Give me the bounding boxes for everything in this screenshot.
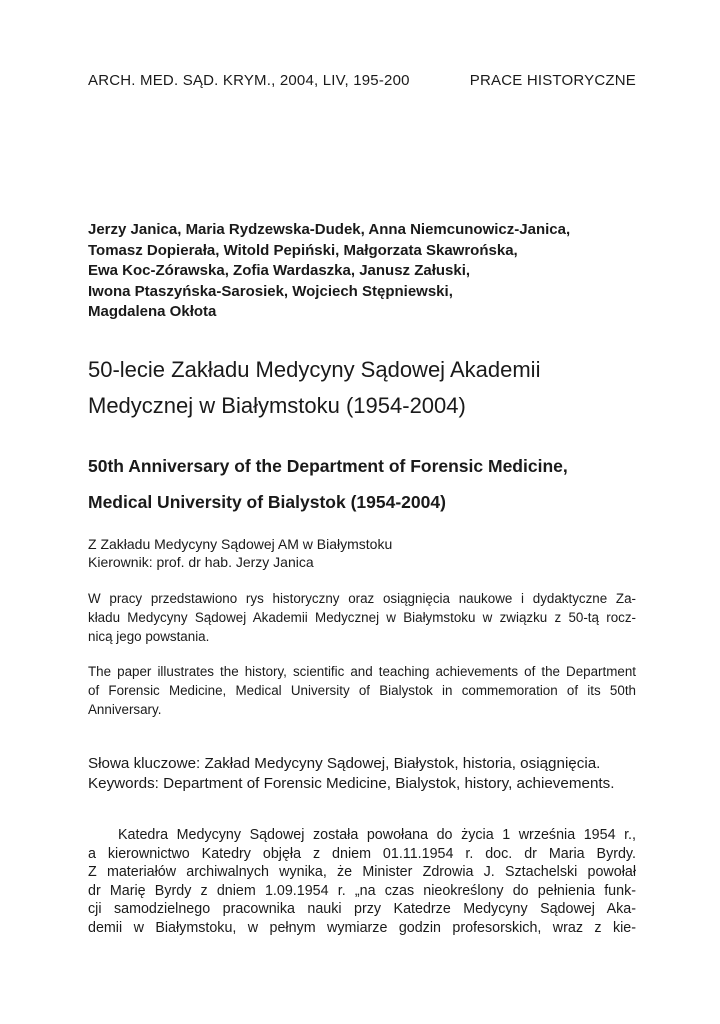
title-polish [88, 352, 648, 424]
body-line: a kierownictwo Katedry objęła z dniem 01.11.1954 r. doc. dr Maria Byrdy. [88, 845, 636, 862]
affiliation-head: Kierownik: prof. dr hab. Jerzy Janica [88, 554, 314, 570]
abstract-line: W pracy przedstawiono rys historyczny oraz osiągnięcia naukowe i dydaktyczne Za- [88, 591, 636, 606]
keywords-block [88, 754, 648, 794]
keywords-polish: Słowa kluczowe: Zakład Medycyny Sądowej, Białystok, historia, osiągnięcia. [88, 755, 601, 772]
affiliation [88, 535, 636, 571]
body-line: cji samodzielnego pracownika nauki przy Katedrze Medycyny Sądowej Aka- [88, 901, 636, 917]
abstract-line: nicą jego powstania. [88, 629, 210, 644]
author-line: Tomasz Dopierała, Witold Pepiński, Małgorzata Skawrońska, [88, 241, 518, 259]
author-line: Magdalena Okłota [88, 303, 217, 320]
journal-reference: ARCH. MED. SĄD. KRYM., 2004, LIV, 195-200 [88, 72, 410, 89]
author-line: Iwona Ptaszyńska-Sarosiek, Wojciech Stępniewski, [88, 282, 453, 300]
affiliation-department: Z Zakładu Medycyny Sądowej AM w Białymstoku [88, 536, 393, 552]
title-line: 50th Anniversary of the Department of Forensic Medicine, [88, 456, 568, 476]
keywords-english: Keywords: Department of Forensic Medicine, Bialystok, history, achievements. [88, 775, 615, 792]
title-line: Medical University of Bialystok (1954-2004) [88, 492, 446, 512]
abstract-line: Anniversary. [88, 702, 162, 717]
title-line: 50-lecie Zakładu Medycyny Sądowej Akademii [88, 357, 541, 382]
title-line: Medycznej w Białymstoku (1954-2004) [88, 393, 466, 418]
abstract-line: kładu Medycyny Sądowej Akademii Medycznej w Białymstoku w związku z 50-tą rocz- [88, 610, 636, 625]
abstract-polish [88, 589, 636, 646]
body-line: Z materiałów archiwalnych wynika, że Minister Zdrowia J. Sztachelski powołał [88, 864, 636, 880]
body-text [88, 826, 636, 937]
author-line: Jerzy Janica, Maria Rydzewska-Dudek, Anna Niemcunowicz-Janica, [88, 221, 571, 238]
body-line: demii w Białymstoku, w pełnym wymiarze godzin profesorskich, wraz z kie- [88, 919, 636, 936]
author-list [88, 220, 648, 323]
running-header [88, 72, 636, 89]
title-english [88, 448, 648, 520]
abstract-line: The paper illustrates the history, scientific and teaching achievements of the Department [88, 664, 636, 679]
abstract-english [88, 662, 636, 719]
body-line: dr Marię Byrdy z dniem 1.09.1954 r. „na czas nieokreślony do pełnienia funk- [88, 882, 636, 899]
body-line: Katedra Medycyny Sądowej została powołana do życia 1 września 1954 r., [118, 827, 636, 843]
author-line: Ewa Koc-Zórawska, Zofia Wardaszka, Janusz Załuski, [88, 262, 471, 279]
section-label: PRACE HISTORYCZNE [469, 72, 636, 89]
abstract-line: of Forensic Medicine, Medical University of Bialystok in commemoration of its 50th [88, 683, 636, 698]
